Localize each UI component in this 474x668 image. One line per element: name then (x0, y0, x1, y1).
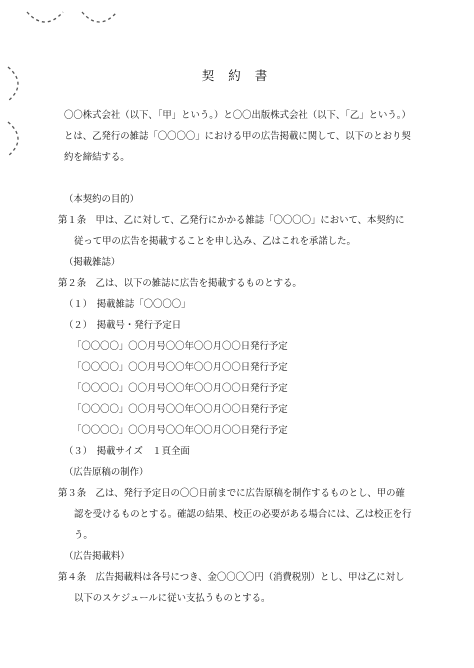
punch-hole-mark-top-left (27, 12, 63, 22)
issue-line-1: 「〇〇〇〇」〇〇月号〇〇年〇〇月〇〇日発行予定 (72, 341, 288, 352)
article2-text: 第２条 乙は、以下の雑誌に広告を掲載するものとする。 (58, 278, 302, 289)
article3-line-1: 第３条 乙は、発行予定日の〇〇日前までに広告原稿を制作するものとし、甲の確 (58, 488, 405, 499)
article4-line-1: 第４条 広告掲載料は各号につき、金〇〇〇〇円（消費税別）とし、甲は乙に対し (58, 572, 405, 583)
production-heading: （広告原稿の制作） (64, 467, 149, 478)
contract-title: 契 約 書 (201, 68, 273, 83)
issue-line-5: 「〇〇〇〇」〇〇月号〇〇年〇〇月〇〇日発行予定 (72, 425, 288, 436)
item3-ad-size: （３） 掲載サイズ １頁全面 (64, 446, 190, 457)
article3-line-3: う。 (74, 530, 93, 541)
intro-line-2: とは、乙発行の雑誌「〇〇〇〇」における甲の広告掲載に関して、以下のとおり契 (64, 131, 411, 142)
punch-hole-mark-left-lower (8, 122, 18, 156)
intro-line-3: 約を締結する。 (64, 152, 130, 163)
issue-line-4: 「〇〇〇〇」〇〇月号〇〇年〇〇月〇〇日発行予定 (72, 404, 288, 415)
punch-hole-mark-top-right (82, 12, 117, 22)
fee-heading: （広告掲載料） (64, 551, 130, 562)
article1-line-1: 第１条 甲は、乙に対して、乙発行にかかる雑誌「〇〇〇〇」において、本契約に (58, 215, 405, 226)
article1-line-2: 従って甲の広告を掲載することを申し込み、乙はこれを承諾した。 (74, 236, 356, 247)
article4-line-2: 以下のスケジュールに従い支払うものとする。 (74, 593, 271, 604)
issue-line-2: 「〇〇〇〇」〇〇月号〇〇年〇〇月〇〇日発行予定 (72, 362, 288, 373)
purpose-heading: （本契約の目的） (64, 194, 140, 205)
item1-magazine-name: （１） 掲載雑誌「〇〇〇〇」 (64, 299, 191, 310)
item2-issue-dates: （２） 掲載号・発行予定日 (64, 320, 182, 331)
article3-line-2: 認を受けるものとする。確認の結果、校正の必要がある場合には、乙は校正を行 (74, 509, 412, 520)
intro-line-1: 〇〇株式会社（以下、「甲」という。）と〇〇出版株式会社（以下、「乙」という。） (64, 110, 411, 121)
magazine-heading: （掲載雑誌） (64, 257, 121, 268)
issue-line-3: 「〇〇〇〇」〇〇月号〇〇年〇〇月〇〇日発行予定 (72, 383, 288, 394)
